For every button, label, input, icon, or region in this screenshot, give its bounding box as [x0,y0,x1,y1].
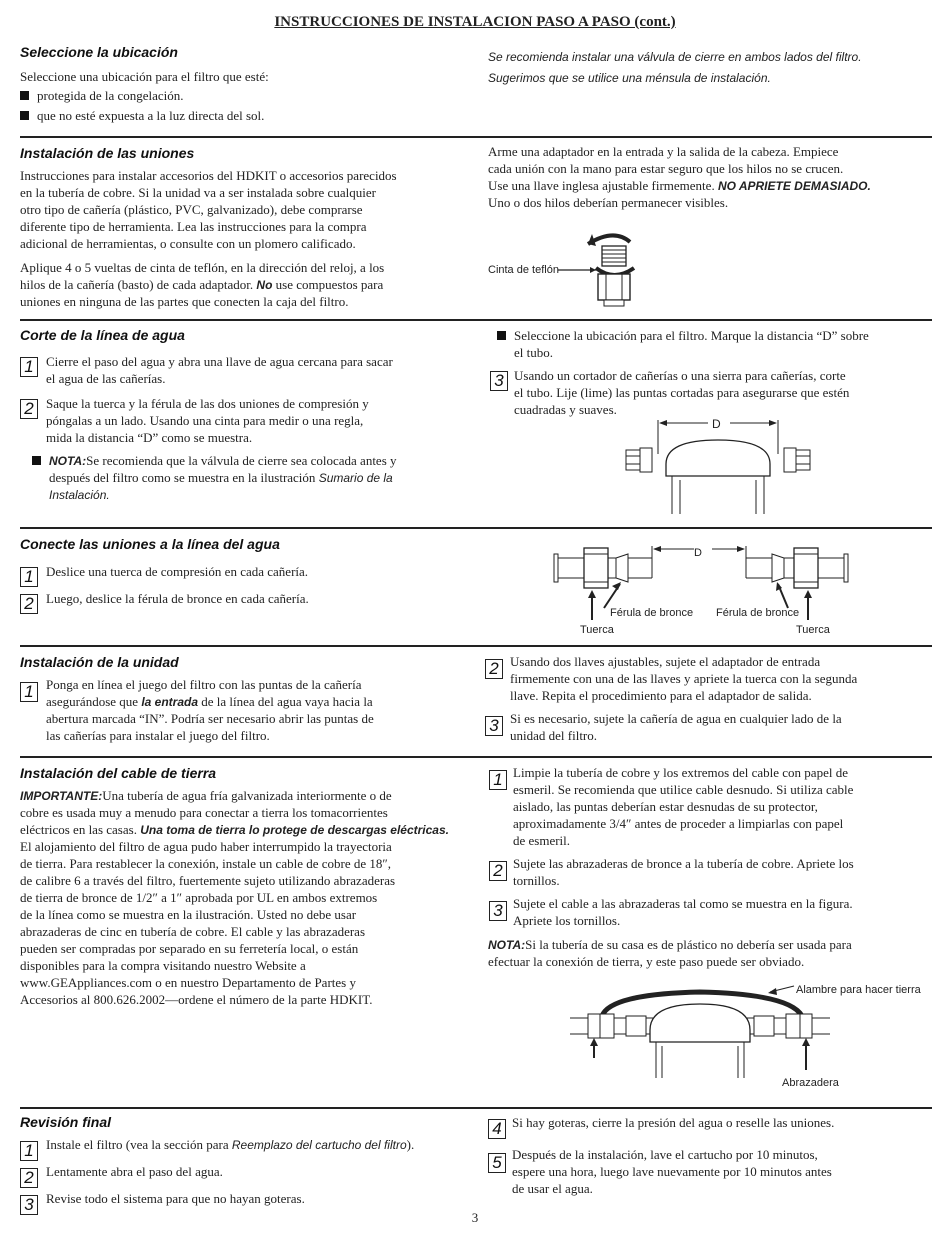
tierra-l2: cobre es usada muy a menudo para conectar a tierra los tomacorrientes [20,805,388,820]
label-cinta-teflon: Cinta de teflón [488,264,559,276]
corte-nota-l1 [32,453,397,470]
tierra-s3-l2: Apriete los tornillos. [513,913,621,928]
text: de la línea del agua vaya hacia la [201,694,373,709]
tierra-l5: de tierra. Para restablecer la conexión, instale un cable de cobre de 18″, [20,856,392,871]
step-number-1: 1 [20,357,38,377]
text: asegurándose que [46,694,139,709]
revision-s5-l2: espere una hora, luego lave nuevamente por 10 minutos antes [512,1164,832,1179]
heading-unidad: Instalación de la unidad [20,654,179,670]
ground-wire-illustration [570,978,830,1078]
unidad-s3-l2: unidad del filtro. [510,728,598,743]
step-number-2: 2 [20,399,38,419]
page-number: 3 [471,1210,479,1225]
section-divider [20,319,932,321]
text: Si la tubería de su casa es de plástico no debería ser usada para [525,937,852,952]
page-title: INSTRUCCIONES DE INSTALACION PASO A PASO (cont.) [274,14,676,30]
label-ferula-1: Férula de bronce [610,607,694,619]
tierra-nota-l2: efectuar la conexión de tierra, y este paso puede ser obviado. [488,954,805,969]
step-number-2: 2 [20,594,38,614]
uniones-p1-l1: Instrucciones para instalar accesorios del HDKIT o accesorios parecidos [20,168,397,183]
tierra-s1-l1: Limpie la tubería de cobre y los extremos del cable con papel de [513,765,848,780]
step-number-1: 1 [20,567,38,587]
tierra-l6: de calibre 6 a través del filtro, fuertemente sujeto utilizando abrazaderas [20,873,396,888]
teflon-adapter-illustration [558,226,638,316]
step-number-3: 3 [489,901,507,921]
tierra-s1-l5: de esmeril. [513,833,571,848]
corte-r1-l2: el tubo. [514,345,553,360]
text: use compuestos para [275,277,384,292]
filter-distance-illustration [626,414,826,514]
corte-nota-l2 [49,470,393,487]
tierra-l8: de la línea como se muestra en la ilustración. Usted no debe usar [20,907,357,922]
conecte-s2: Luego, deslice la férula de bronce en cada cañería. [46,591,309,606]
bullet-text: que no esté expuesta a la luz directa del sol. [37,108,265,123]
text: eléctricos en las casas. [20,822,137,837]
uniones-r-l3 [488,178,871,195]
unidad-s1-l3: abertura marcada “IN”. Podría ser necesario abrir las puntas de [46,711,374,726]
no-emphasis: No [256,278,273,292]
tierra-l1 [20,788,392,805]
text: después del filtro como se muestra en la ilustración [49,470,316,485]
importante-label: IMPORTANTE: [20,789,103,803]
emphasis: la entrada [141,695,199,709]
uniones-p1-l5: adicional de herramientas, o consulte con un plomero calificado. [20,236,356,251]
bullet-icon [497,331,506,340]
corte-nota-l3: Instalación. [49,488,110,502]
unidad-s1-l4: las cañerías para instalar el juego del filtro. [46,728,270,743]
heading-tierra: Instalación del cable de tierra [20,765,217,781]
text: Use una llave inglesa ajustable firmemente. [488,178,715,193]
tierra-s2-l2: tornillos. [513,873,560,888]
ubicacion-right-1: Se recomienda instalar una válvula de cierre en ambos lados del filtro. [488,50,862,64]
tierra-s2-l1: Sujete las abrazaderas de bronce a la tubería de cobre. Apriete los [513,856,854,871]
uniones-p1-l4: diferente tipo de herramienta. Lea las instrucciones para la compra [20,219,367,234]
step-number-4: 4 [488,1119,506,1139]
heading-uniones: Instalación de las uniones [20,145,195,161]
unidad-s3-l1: Si es necesario, sujete la cañería de agua en cualquier lado de la [510,711,842,726]
tierra-l9: abrazaderas de cinc en tubería de cobre. El cable y las abrazaderas [20,924,366,939]
unidad-s2-l1: Usando dos llaves ajustables, sujete el adaptador de entrada [510,654,821,669]
step-number-2: 2 [489,861,507,881]
tierra-l12: www.GEAppliances.com o en nuestro Departamento de Partes y [20,975,356,990]
section-divider [20,645,932,647]
nota-label: NOTA: [49,454,87,468]
step-number-2: 2 [20,1168,38,1188]
revision-s3: Revise todo el sistema para que no hayan goteras. [46,1191,305,1206]
uniones-p2-l3: uniones en ninguna de las partes que conecten la caja del filtro. [20,294,349,309]
bullet-text: protegida de la congelación. [37,88,184,103]
tierra-l3 [20,822,449,839]
tierra-s3-l1: Sujete el cable a las abrazaderas tal como se muestra en la figura. [513,896,853,911]
text: Instale el filtro (vea la sección para [46,1137,229,1152]
heading-ubicacion: Seleccione la ubicación [20,44,178,60]
nota-label: NOTA: [488,938,526,952]
revision-s5-l1: Después de la instalación, lave el cartucho por 10 minutos, [512,1147,818,1162]
emphasis: Una toma de tierra lo protege de descargas eléctricas. [140,823,449,837]
ubicacion-right-2: Sugerimos que se utilice una ménsula de instalación. [488,71,771,85]
unidad-s1-l1: Ponga en línea el juego del filtro con las puntas de la cañería [46,677,362,692]
unidad-s2-l2: firmemente con una de las llaves y apriete la tuerca con la segunda [510,671,858,686]
corte-s1-l2: el agua de las cañerías. [46,371,166,386]
uniones-p1-l3: otro tipo de cañería (plástico, PVC, galvanizado), debe comprarse [20,202,363,217]
label-distance-d: D [694,547,702,559]
heading-revision: Revisión final [20,1114,112,1130]
corte-s2-l2: póngalas a un lado. Usando una cinta para medir o una regla, [46,413,364,428]
corte-s3-l1: Usando un cortador de cañerías o una sierra para cañerías, corte [514,368,846,383]
uniones-r-l4: Uno o dos hilos deberían permanecer visibles. [488,195,729,210]
step-number-2: 2 [485,659,503,679]
warning-emphasis: NO APRIETE DEMASIADO. [717,179,871,193]
heading-conecte: Conecte las uniones a la línea del agua [20,536,280,552]
section-divider [20,756,932,758]
corte-s3-l2: el tubo. Lije (lime) las puntas cortadas para asegurarse que estén [514,385,850,400]
corte-r1-l1 [497,328,869,345]
ubicacion-intro: Seleccione una ubicación para el filtro que esté: [20,69,269,84]
tierra-s1-l4: aproximadamente 3/4″ antes de proceder a limpiarlas con papel [513,816,844,831]
revision-s1 [46,1137,414,1154]
reference: Sumario de la [318,471,393,485]
text: hilos de la cañería (basto) de cada adaptador. [20,277,254,292]
reference: Reemplazo del cartucho del filtro [231,1138,407,1152]
uniones-p1-l2: en la tubería de cobre. Si la unidad va a ser instalada sobre cualquier [20,185,376,200]
section-divider [20,1107,932,1109]
uniones-p2-l1: Aplique 4 o 5 vueltas de cinta de teflón, en la dirección del reloj, a los [20,260,385,275]
step-number-3: 3 [20,1195,38,1215]
corte-s3-l3: cuadradas y suaves. [514,402,617,417]
text: Una tubería de agua fría galvanizada interiormente o de [102,788,392,803]
tierra-l11: disponibles para la compra visitando nuestro Website a [20,958,306,973]
corte-s2-l1: Saque la tuerca y la férula de las dos uniones de compresión y [46,396,369,411]
section-divider [20,527,932,529]
uniones-r-l2: cada unión con la mano para estar seguro que los hilos no se crucen. [488,161,844,176]
heading-corte: Corte de la línea de agua [20,327,185,343]
ubicacion-bullet-1 [20,88,184,105]
step-number-1: 1 [20,682,38,702]
compression-fittings-illustration [554,540,854,610]
revision-s2: Lentamente abra el paso del agua. [46,1164,223,1179]
tierra-l10: pueden ser compradas por separado en su ferretería local, o están [20,941,359,956]
tierra-l4: El alojamiento del filtro de agua pudo haber interrumpido la trayectoria [20,839,392,854]
ubicacion-bullet-2 [20,108,264,125]
step-number-5: 5 [488,1153,506,1173]
text: ). [406,1137,415,1152]
tierra-s1-l2: esmeril. Se recomienda que utilice cable desnudo. Si utiliza cable [513,782,854,797]
label-tuerca-2: Tuerca [796,624,830,636]
step-number-1: 1 [20,1141,38,1161]
label-tuerca-1: Tuerca [580,624,614,636]
text: Seleccione la ubicación para el filtro. Marque la distancia “D” sobre [514,328,869,343]
conecte-s1: Deslice una tuerca de compresión en cada cañería. [46,564,309,579]
tierra-nota-l1 [488,937,852,954]
section-divider [20,136,932,138]
tierra-s1-l3: aislado, las puntas deberían estar desnudas de su protector, [513,799,818,814]
bullet-icon [20,111,29,120]
corte-s1-l1: Cierre el paso del agua y abra una llave de agua cercana para sacar [46,354,393,369]
bullet-icon [20,91,29,100]
tierra-l13: Accesorios al 800.626.2002—ordene el número de la parte HDKIT. [20,992,373,1007]
unidad-s1-l2 [46,694,373,711]
label-ferula-2: Férula de bronce [716,607,800,619]
uniones-r-l1: Arme una adaptador en la entrada y la salida de la cabeza. Empiece [488,144,839,159]
label-distance-d: D [712,417,721,431]
label-alambre-tierra: Alambre para hacer tierra [796,984,921,996]
label-abrazadera: Abrazadera [782,1077,839,1089]
step-number-3: 3 [485,716,503,736]
bullet-icon [32,456,41,465]
unidad-s2-l3: llave. Repita el procedimiento para el adaptador de salida. [510,688,812,703]
step-number-3: 3 [490,371,508,391]
text: Se recomienda que la válvula de cierre sea colocada antes y [86,453,397,468]
tierra-l7: de tierra de bronce de 1/2″ a 1″ aprobada por UL en ambos extremos [20,890,378,905]
corte-s2-l3: mida la distancia “D” como se muestra. [46,430,253,445]
revision-s5-l3: de usar el agua. [512,1181,593,1196]
revision-s4: Si hay goteras, cierre la presión del agua o reselle las uniones. [512,1115,835,1130]
uniones-p2-l2 [20,277,383,294]
step-number-1: 1 [489,770,507,790]
